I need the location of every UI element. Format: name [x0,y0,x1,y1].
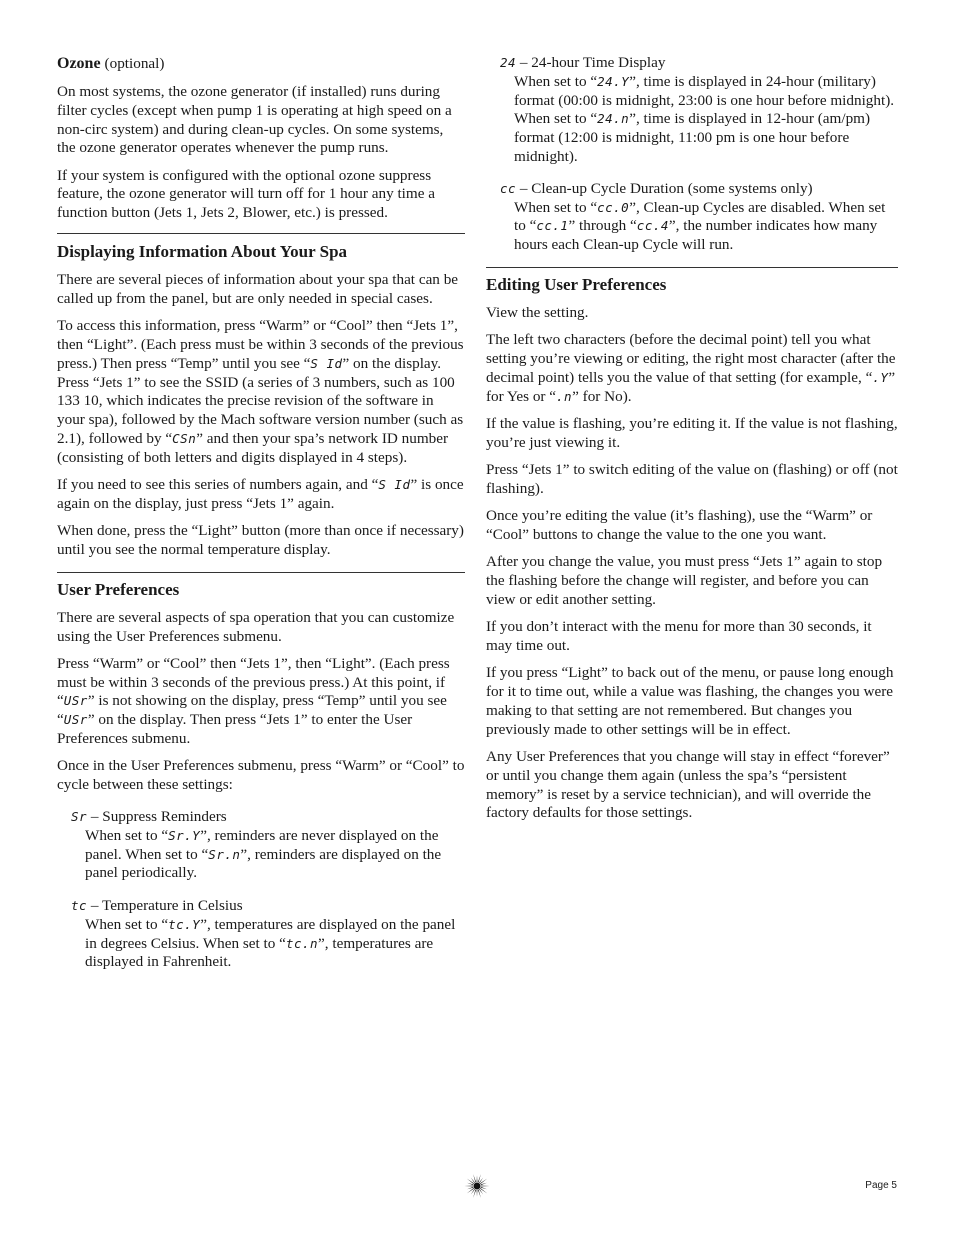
text-run: The left two characters (before the decimal point) tell you what setting you’re viewing or editing, the right most character (after the decimal point) tells you the value of that setting (for example, “ [486,331,896,386]
display-code: cc.0 [597,199,630,215]
display-code: cc.1 [536,218,569,234]
text-run: ” on the display. Then press “Jets 1” to enter the User Preferences submenu. [57,711,413,748]
text-run: When set to “ [85,826,169,844]
display-info-paragraph-2 [57,317,465,467]
logo-ray [477,1176,478,1183]
text-run: Press “Warm” or “Cool” then “Jets 1”, then “Light”. (Each press must be within 3 seconds of the previous press.) At this point, if “ [57,654,450,710]
display-code-usr-again: USr [63,712,88,728]
display-code: Sr.n [208,846,241,862]
section-divider [57,572,465,573]
user-prefs-paragraph-1: There are several aspects of spa operation that you can customize using the User Preferences submenu. [57,608,455,645]
left-column [57,54,465,984]
editing-prefs-heading: Editing User Preferences [486,274,667,294]
right-column [486,54,898,832]
display-info-paragraph-4: When done, press the “Light” button (more than once if necessary) until you see the normal temperature display. [57,522,464,558]
display-code-csn: CSn [172,430,197,446]
setting-label: – 24-hour Time Display [516,54,666,71]
text-run: ”, temperatures are displayed on the panel in degrees Celsius. When set to “ [85,915,456,952]
setting-label: – Suppress Reminders [87,807,227,825]
editing-paragraph-1: View the setting. [486,303,589,321]
logo-ray [480,1188,487,1193]
display-code: 24.n [597,111,630,127]
logo-ray [467,1187,473,1189]
display-info-paragraph-3 [57,476,465,514]
section-divider [486,267,898,268]
user-prefs-paragraph-3: Once in the User Preferences submenu, press “Warm” or “Cool” to cycle between these settings: [57,757,465,794]
logo-ray [467,1179,474,1184]
logo-ray [465,1186,474,1187]
logo-ray [481,1187,487,1189]
text-run: When set to “ [514,72,598,90]
setting-label: – Clean-up Cycle Duration (some systems only) [516,179,813,197]
editing-paragraph-8: If you press “Light” to back out of the menu, or pause long enough for it to time out, while a value was flashing, the changes you were making to that setting are not remembered. But changes you previously made to other settings will be in effect. [486,664,894,738]
display-info-paragraph-1: There are several pieces of information about your spa that can be called up from the panel, but are only needed in special cases. [57,271,459,307]
text-run: ” for No). [572,387,632,405]
setting-description [71,916,465,972]
section-divider [57,233,465,234]
text-run: ” for Yes or “ [486,368,896,405]
display-code-sid-again: S Id [378,477,411,493]
text-run: ” is once again on the display, just press “Jets 1” again. [57,476,464,512]
setting-24-hour-time [500,54,898,167]
text-run: To access this information, press “Warm” or “Cool” then “Jets 1”, then “Light”. (Each press must be within 3 seconds of the previous press.) Then press “Temp” until you see “ [57,317,464,372]
editing-paragraph-6: After you change the value, you must press “Jets 1” again to stop the flashing before the change will register, and before you can view or edit another setting. [486,553,883,608]
setting-code: 24 [500,55,517,70]
text-run: ”, temperatures are displayed in Fahrenheit. [85,934,434,971]
logo-ray [480,1179,487,1184]
text-run: ”, time is displayed in 12-hour (am/pm) format (12:00 is midnight, 11:00 pm is one hour before midnight). [514,110,871,165]
text-run: When set to “ [514,198,598,216]
setting-description [500,73,898,167]
setting-head [71,897,465,916]
editing-paragraph-4: Press “Jets 1” to switch editing of the value on (flashing) or off (not flashing). [486,461,898,497]
display-code: tc.n [285,935,319,951]
setting-label: – Temperature in Celsius [87,897,243,915]
logo-ray [481,1183,487,1185]
user-prefs-heading: User Preferences [57,579,180,599]
setting-temperature-celsius [71,897,465,972]
display-code: cc.4 [636,218,669,234]
setting-suppress-reminders [71,808,465,883]
ozone-paragraph-2: If your system is configured with the optional ozone suppress feature, the ozone generator will turn off for 1 hour any time a function button (Jets 1, Jets 2, Blower, etc.) is pressed. [57,166,435,222]
ozone-paragraph-1: On most systems, the ozone generator (if installed) runs during filter cycles (except when pump 1 is operating at high speed on a non-circ system) and during clean-up cycles. On some systems, the ozone generator operates whenever the pump runs. [57,83,452,157]
text-run: ” and then your spa’s network ID number (consisting of both letters and digits displayed in 4 steps). [57,429,449,466]
page-number: Page 5 [865,1180,897,1191]
sunburst-logo-icon [464,1173,490,1199]
text-run: If you need to see this series of numbers again, and “ [57,476,379,494]
logo-ray [481,1186,490,1187]
text-run: ” is not showing on the display, press “Temp” until you see “ [57,692,447,729]
display-code: 24.Y [597,73,630,89]
setting-code: cc [500,180,517,196]
text-run: ”, reminders are never displayed on the panel. When set to “ [85,826,439,863]
setting-head [500,54,898,73]
setting-head [71,808,465,827]
display-code-usr: USr [63,693,88,709]
setting-description [71,827,465,883]
display-code: Sr.Y [168,827,201,843]
display-code-sid: S Id [310,355,343,371]
editing-paragraph-9: Any User Preferences that you change will stay in effect “forever” or until you change them again (unless the spa’s “persistent memory” is reset by a service technician), and will override the factory defaults for those settings. [486,747,890,822]
text-run: When set to “ [85,915,169,933]
editing-paragraph-3: If the value is flashing, you’re editing it. If the value is not flashing, you’re just viewing it. [486,414,898,451]
logo-ray [467,1183,473,1185]
ozone-title: Ozone [57,55,101,72]
text-run: ”, reminders are displayed on the panel periodically. [85,845,442,882]
logo-ray [477,1190,478,1197]
editing-paragraph-7: If you don’t interact with the menu for more than 30 seconds, it may time out. [486,618,872,654]
user-prefs-paragraph-2 [57,655,465,749]
setting-cleanup-cycle-duration [500,180,898,255]
editing-paragraph-2 [486,331,898,406]
setting-head [500,180,898,199]
text-run: ”, the number indicates how many hours each Clean-up Cycle will run. [514,217,878,254]
display-code-no: .n [556,388,573,404]
display-info-heading: Displaying Information About Your Spa [57,242,348,262]
setting-code: Sr [71,808,88,824]
logo-ray [467,1188,474,1193]
display-code: tc.Y [168,916,201,932]
ozone-heading [57,54,465,74]
display-code-yes: .Y [872,369,889,385]
setting-description [500,199,898,255]
setting-code: tc [71,898,88,914]
text-run: ” on the display. Press “Jets 1” to see the SSID (a series of 3 numbers, such as 100 133 10, which indicates the precise revision of the software in your spa), followed by the Mach software version number (such as 2.1), followed by “ [57,354,464,447]
ozone-optional-note: (optional) [104,55,165,72]
text-run: ” through “ [568,217,637,235]
text-run: ”, time is displayed in 24-hour (military) format (00:00 is midnight, 23:00 is one hour before midnight). When set to “ [514,72,895,128]
editing-paragraph-5: Once you’re editing the value (it’s flashing), use the “Warm” or “Cool” buttons to change the value to the one you want. [486,507,873,543]
text-run: ”, Clean-up Cycles are disabled. When set to “ [514,198,886,235]
